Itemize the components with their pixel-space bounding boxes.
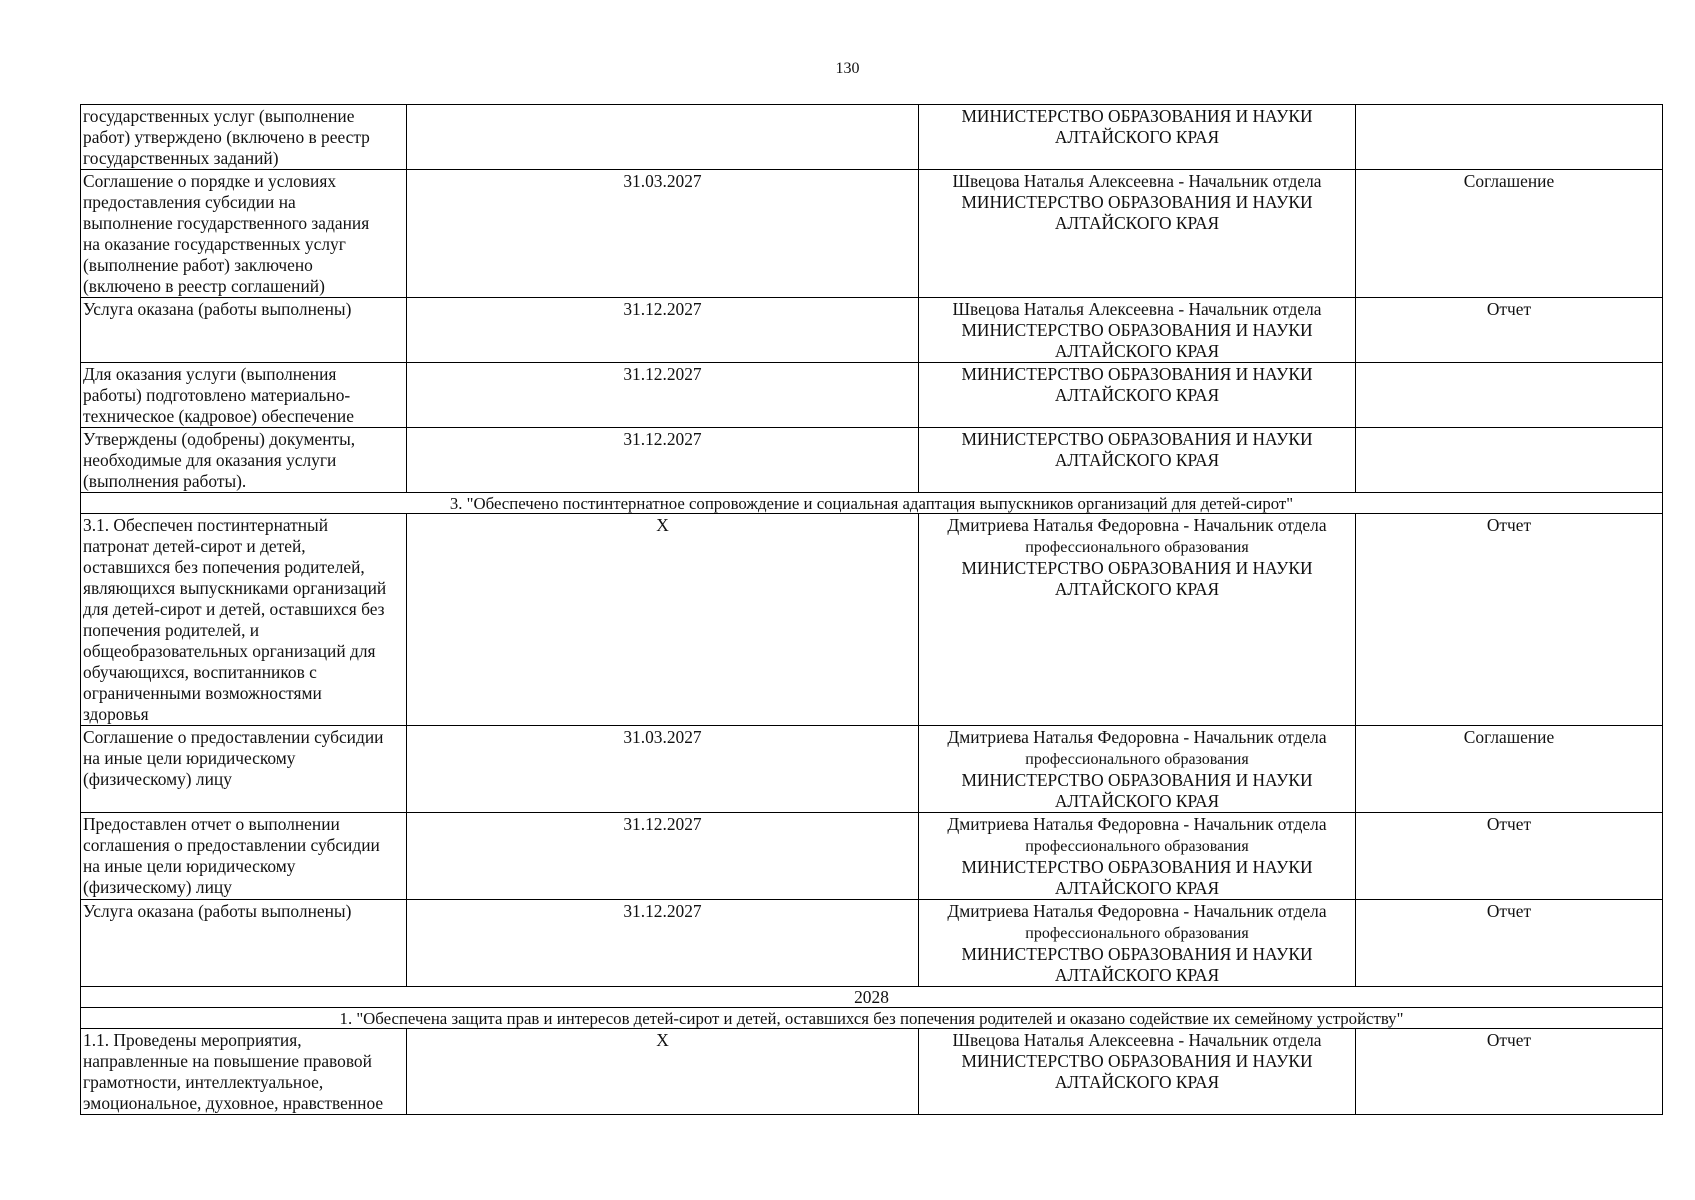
- document-cell: Отчет: [1356, 1029, 1663, 1115]
- date-cell: 31.12.2027: [407, 813, 919, 900]
- date-cell: 31.12.2027: [407, 428, 919, 493]
- responsible-department: профессионального образования: [1025, 539, 1249, 556]
- date-cell: X: [407, 514, 919, 726]
- document-cell: Отчет: [1356, 900, 1663, 987]
- table-row: [81, 105, 1663, 170]
- responsible-cell: [919, 726, 1356, 813]
- responsible-cell: Швецова Наталья Алексеевна - Начальник отдела МИНИСТЕРСТВО ОБРАЗОВАНИЯ И НАУКИ АЛТАЙСКОГО КРАЯ: [919, 1029, 1356, 1115]
- responsible-cell: [919, 813, 1356, 900]
- event-cell: Услуга оказана (работы выполнены): [81, 298, 407, 363]
- responsible-cell: [919, 514, 1356, 726]
- event-cell: Соглашение о предоставлении субсидии на иные цели юридическому (физическому) лицу: [81, 726, 407, 813]
- document-cell: Соглашение: [1356, 726, 1663, 813]
- date-cell: [407, 105, 919, 170]
- date-cell: 31.12.2027: [407, 900, 919, 987]
- table-row: [81, 726, 1663, 813]
- responsible-cell: Швецова Наталья Алексеевна - Начальник отдела МИНИСТЕРСТВО ОБРАЗОВАНИЯ И НАУКИ АЛТАЙСКОГО КРАЯ: [919, 298, 1356, 363]
- event-cell: Предоставлен отчет о выполнении соглашения о предоставлении субсидии на иные цели юридическому (физическому) лицу: [81, 813, 407, 900]
- event-cell: Соглашение о порядке и условиях предоставления субсидии на выполнение государственного задания на оказание государственных услуг (выполнение работ) заключено (включено в реестр соглашений): [81, 170, 407, 298]
- date-cell: 31.12.2027: [407, 363, 919, 428]
- responsible-organization: МИНИСТЕРСТВО ОБРАЗОВАНИЯ И НАУКИ АЛТАЙСКОГО КРАЯ: [961, 770, 1313, 811]
- responsible-organization: МИНИСТЕРСТВО ОБРАЗОВАНИЯ И НАУКИ АЛТАЙСКОГО КРАЯ: [961, 857, 1313, 898]
- event-cell: государственных услуг (выполнение работ) утверждено (включено в реестр государственных заданий): [81, 105, 407, 170]
- responsible-cell: МИНИСТЕРСТВО ОБРАЗОВАНИЯ И НАУКИ АЛТАЙСКОГО КРАЯ: [919, 363, 1356, 428]
- responsible-person: Дмитриева Наталья Федоровна - Начальник отдела: [947, 901, 1327, 921]
- event-cell: 1.1. Проведены мероприятия, направленные на повышение правовой грамотности, интеллектуальное, эмоциональное, духовное, нравственное: [81, 1029, 407, 1115]
- document-cell: Отчет: [1356, 514, 1663, 726]
- table-row: [81, 428, 1663, 493]
- date-cell: X: [407, 1029, 919, 1115]
- document-cell: Отчет: [1356, 298, 1663, 363]
- responsible-person: Дмитриева Наталья Федоровна - Начальник отдела: [947, 814, 1327, 834]
- event-cell: Услуга оказана (работы выполнены): [81, 900, 407, 987]
- document-cell: [1356, 428, 1663, 493]
- date-cell: 31.12.2027: [407, 298, 919, 363]
- event-cell: Утверждены (одобрены) документы, необходимые для оказания услуги (выполнения работы).: [81, 428, 407, 493]
- section-heading-row: [81, 1008, 1663, 1029]
- control-points-table: [80, 104, 1663, 1115]
- responsible-department: профессионального образования: [1025, 751, 1249, 768]
- document-cell: [1356, 105, 1663, 170]
- responsible-cell: МИНИСТЕРСТВО ОБРАЗОВАНИЯ И НАУКИ АЛТАЙСКОГО КРАЯ: [919, 105, 1356, 170]
- document-cell: Соглашение: [1356, 170, 1663, 298]
- responsible-person: Дмитриева Наталья Федоровна - Начальник отдела: [947, 727, 1327, 747]
- responsible-cell: Швецова Наталья Алексеевна - Начальник отдела МИНИСТЕРСТВО ОБРАЗОВАНИЯ И НАУКИ АЛТАЙСКОГО КРАЯ: [919, 170, 1356, 298]
- table-row: [81, 1029, 1663, 1115]
- date-cell: 31.03.2027: [407, 726, 919, 813]
- table-row: [81, 514, 1663, 726]
- table-row: [81, 170, 1663, 298]
- table-row: [81, 363, 1663, 428]
- document-cell: Отчет: [1356, 813, 1663, 900]
- responsible-cell: МИНИСТЕРСТВО ОБРАЗОВАНИЯ И НАУКИ АЛТАЙСКОГО КРАЯ: [919, 428, 1356, 493]
- year-heading: 2028: [81, 987, 1663, 1008]
- section-heading: 1. "Обеспечена защита прав и интересов детей-сирот и детей, оставшихся без попечения родителей и оказано содействие их семейному устройству": [81, 1008, 1663, 1029]
- responsible-person: Дмитриева Наталья Федоровна - Начальник отдела: [947, 515, 1327, 535]
- table-row: [81, 900, 1663, 987]
- section-heading-row: [81, 493, 1663, 514]
- table-row: [81, 813, 1663, 900]
- date-cell: 31.03.2027: [407, 170, 919, 298]
- responsible-cell: [919, 900, 1356, 987]
- section-heading: 3. "Обеспечено постинтернатное сопровождение и социальная адаптация выпускников организаций для детей-сирот": [81, 493, 1663, 514]
- year-row: [81, 987, 1663, 1008]
- responsible-organization: МИНИСТЕРСТВО ОБРАЗОВАНИЯ И НАУКИ АЛТАЙСКОГО КРАЯ: [961, 944, 1313, 985]
- document-cell: [1356, 363, 1663, 428]
- event-cell: Для оказания услуги (выполнения работы) подготовлено материально- техническое (кадровое) обеспечение: [81, 363, 407, 428]
- responsible-organization: МИНИСТЕРСТВО ОБРАЗОВАНИЯ И НАУКИ АЛТАЙСКОГО КРАЯ: [961, 558, 1313, 599]
- page-number: 130: [835, 60, 860, 77]
- table-row: [81, 298, 1663, 363]
- responsible-department: профессионального образования: [1025, 925, 1249, 942]
- responsible-department: профессионального образования: [1025, 838, 1249, 855]
- event-cell: 3.1. Обеспечен постинтернатный патронат детей-сирот и детей, оставшихся без попечения родителей, являющихся выпускниками организаций для детей-сирот и детей, оставшихся без попечения родителей, и общеобразовательных организаций для обучающихся, воспитанников с ограниченными возможностями здоровья: [81, 514, 407, 726]
